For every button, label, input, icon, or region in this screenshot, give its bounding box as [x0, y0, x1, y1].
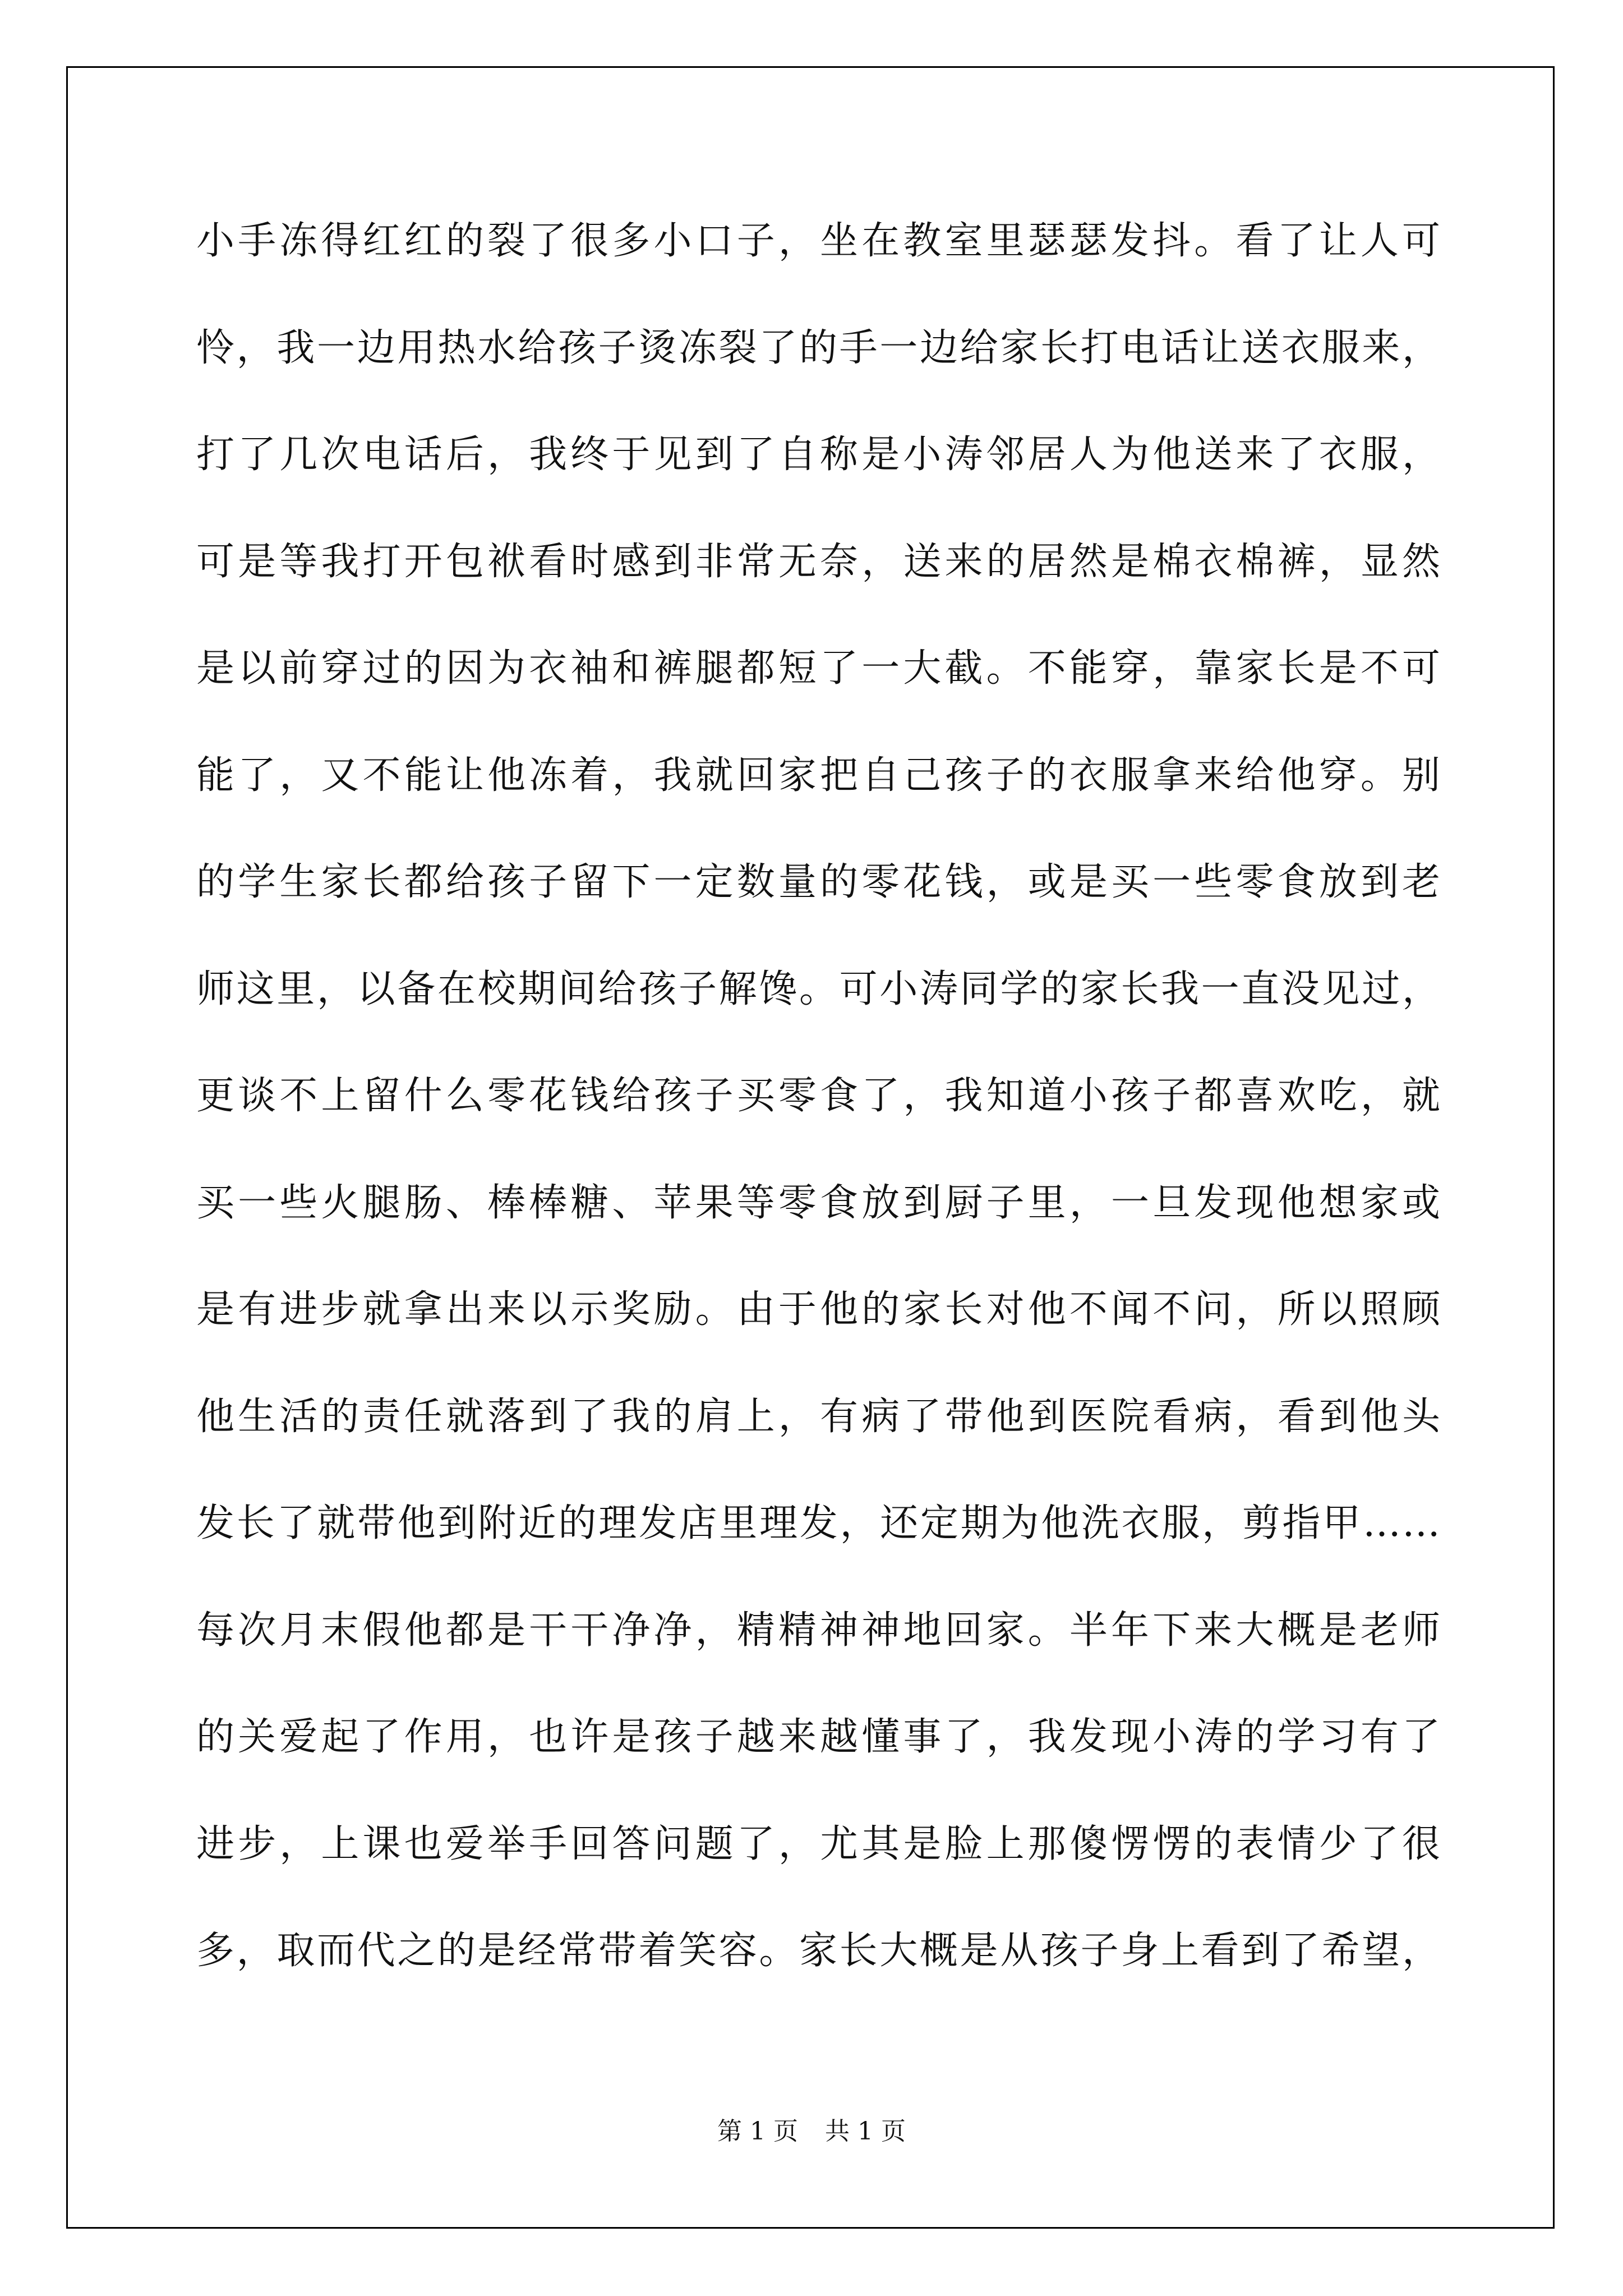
text-line: 每次月末假他都是干干净净，精精神神地回家。半年下来大概是老师 — [196, 1608, 1441, 1653]
text-line: 可是等我打开包袱看时感到非常无奈，送来的居然是棉衣棉裤，显然 — [196, 539, 1441, 584]
text-line: 发长了就带他到附近的理发店里理发，还定期为他洗衣服，剪指甲…… — [196, 1501, 1441, 1545]
text-line: 买一些火腿肠、棒棒糖、苹果等零食放到厨子里，一旦发现他想家或 — [196, 1180, 1441, 1225]
text-line: 更谈不上留什么零花钱给孩子买零食了，我知道小孩子都喜欢吃，就 — [196, 1074, 1441, 1118]
text-line: 是有进步就拿出来以示奖励。由于他的家长对他不闻不问，所以照顾 — [196, 1287, 1441, 1332]
text-line: 的关爱起了作用，也许是孩子越来越懂事了，我发现小涛的学习有了 — [196, 1715, 1441, 1759]
text-line: 进步，上课也爱举手回答问题了，尤其是脸上那傻愣愣的表情少了很 — [196, 1821, 1441, 1866]
page-footer — [0, 2115, 1623, 2148]
text-line: 小手冻得红红的裂了很多小口子，坐在教室里瑟瑟发抖。看了让人可 — [196, 219, 1441, 263]
text-line: 怜，我一边用热水给孩子烫冻裂了的手一边给家长打电话让送衣服来， — [196, 325, 1441, 370]
page-total: 共 1 页 — [825, 2117, 906, 2146]
text-line: 打了几次电话后，我终于见到了自称是小涛邻居人为他送来了衣服， — [196, 432, 1441, 477]
text-line: 能了，又不能让他冻着，我就回家把自己孩子的衣服拿来给他穿。别 — [196, 753, 1441, 798]
text-line: 的学生家长都给孩子留下一定数量的零花钱，或是买一些零食放到老 — [196, 860, 1441, 904]
text-line: 多，取而代之的是经常带着笑容。家长大概是从孩子身上看到了希望， — [196, 1929, 1441, 1973]
text-line: 是以前穿过的因为衣袖和裤腿都短了一大截。不能穿，靠家长是不可 — [196, 646, 1441, 691]
text-line: 他生活的责任就落到了我的肩上，有病了带他到医院看病，看到他头 — [196, 1394, 1441, 1439]
body-text — [196, 208, 1441, 2024]
text-line: 师这里，以备在校期间给孩子解馋。可小涛同学的家长我一直没见过， — [196, 967, 1441, 1011]
page-number: 第 1 页 — [717, 2117, 798, 2146]
